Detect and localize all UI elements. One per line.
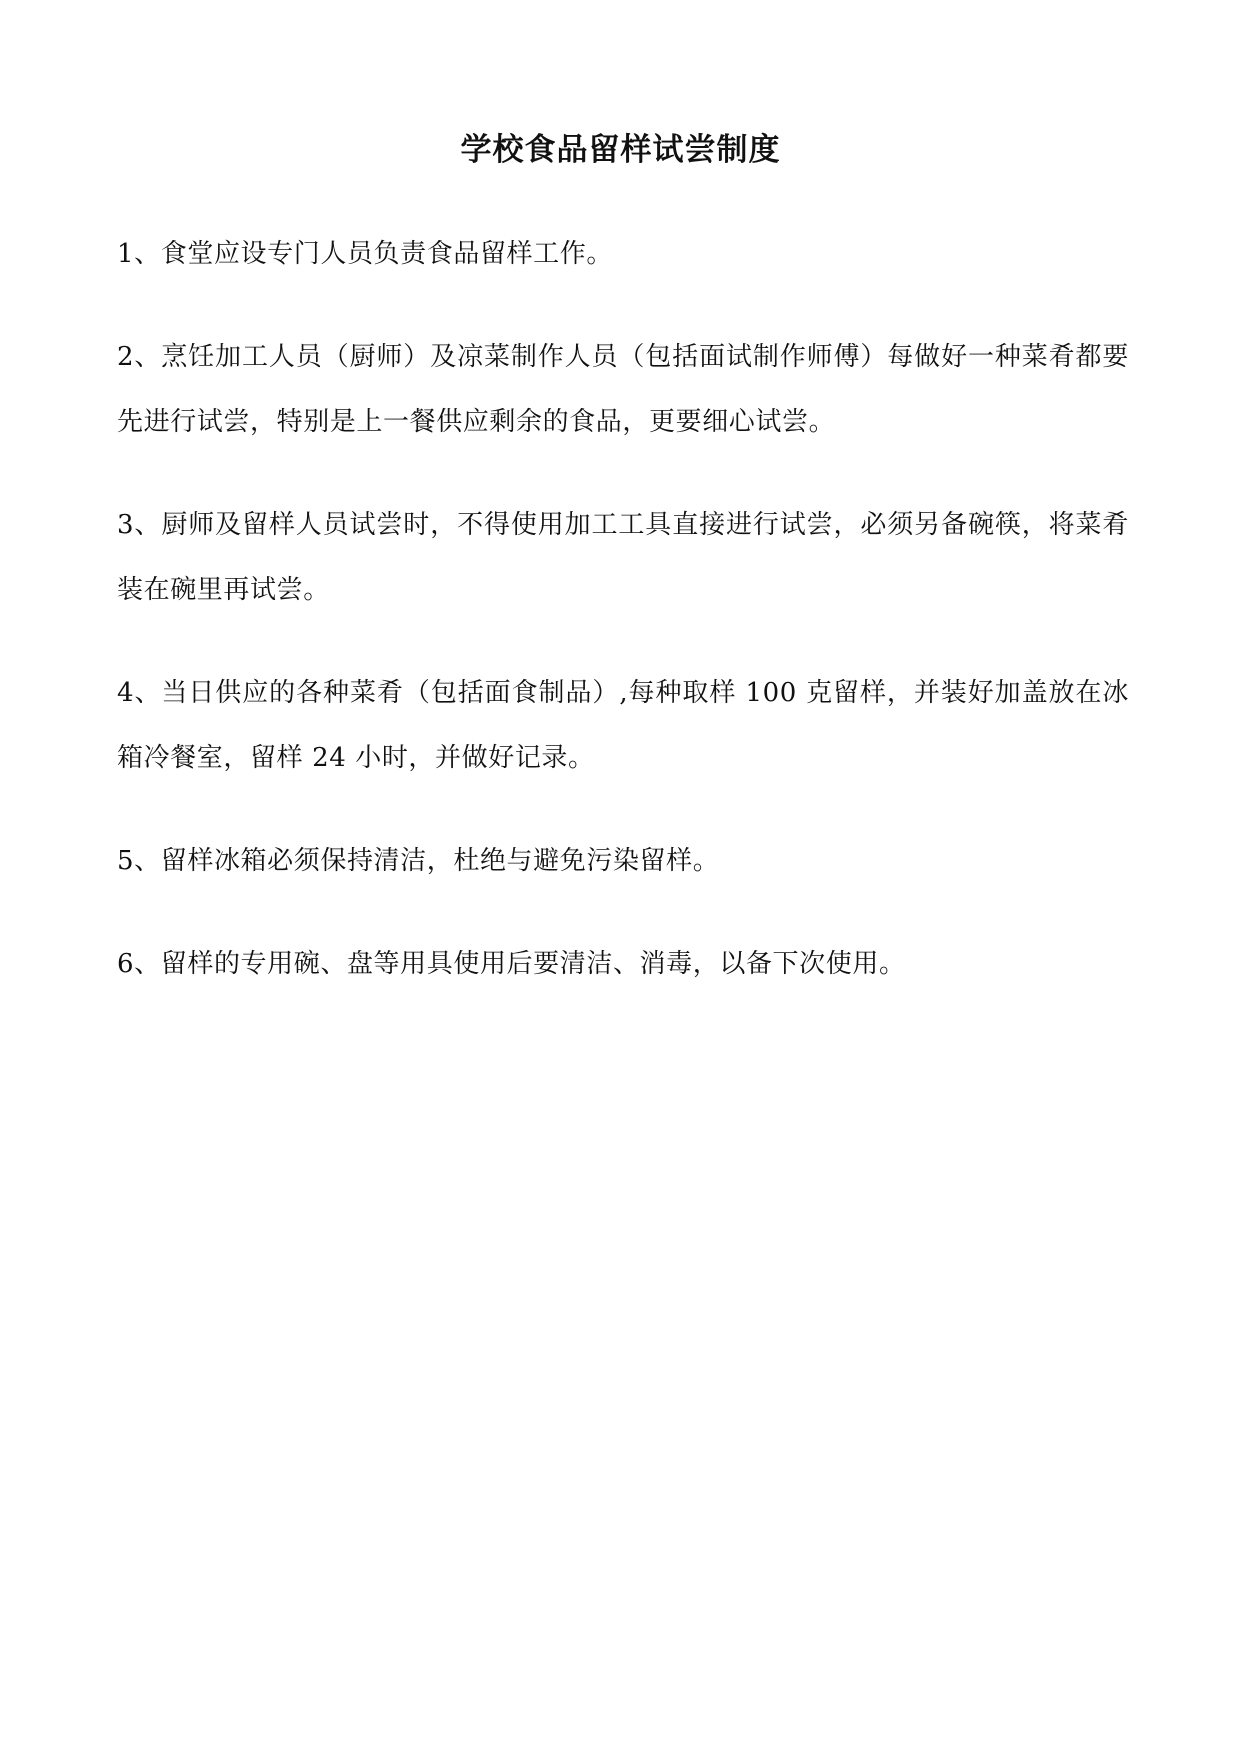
document-title: 学校食品留样试尝制度 xyxy=(460,132,781,168)
rule-item-4: 4、当日供应的各种菜肴（包括面食制品）,每种取样 100 克留样，并装好加盖放在冰箱冷餐室，留样 24 小时，并做好记录。 xyxy=(117,678,1129,773)
rule-item-2: 2、烹饪加工人员（厨师）及凉菜制作人员（包括面试制作师傅）每做好一种菜肴都要先进行试尝，特别是上一餐供应剩余的食品，更要细心试尝。 xyxy=(117,342,1129,437)
rules-list xyxy=(117,222,1129,1035)
rule-item-3: 3、厨师及留样人员试尝时，不得使用加工工具直接进行试尝，必须另备碗筷，将菜肴装在碗里再试尝。 xyxy=(117,510,1129,605)
rule-item-5: 5、留样冰箱必须保持清洁，杜绝与避免污染留样。 xyxy=(117,846,720,876)
rule-item-6: 6、留样的专用碗、盘等用具使用后要清洁、消毒，以备下次使用。 xyxy=(117,949,906,979)
rule-item-1: 1、食堂应设专门人员负责食品留样工作。 xyxy=(117,239,613,269)
